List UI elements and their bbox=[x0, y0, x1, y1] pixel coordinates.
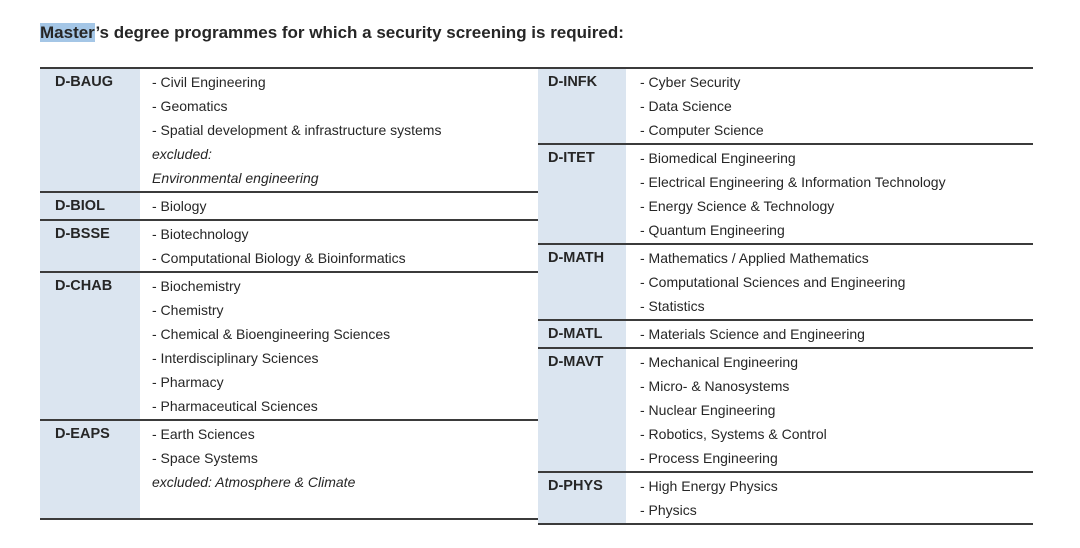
department-group bbox=[40, 193, 538, 221]
programme-item: - Biomedical Engineering bbox=[640, 150, 796, 166]
department-code: D-CHAB bbox=[40, 273, 140, 419]
programme-table-left bbox=[40, 67, 538, 520]
programme-item: Environmental engineering bbox=[152, 170, 319, 186]
programme-item: - Geomatics bbox=[152, 98, 228, 114]
programme-item: - Space Systems bbox=[152, 450, 258, 466]
programme-item: - Cyber Security bbox=[640, 74, 741, 90]
department-code: D-PHYS bbox=[538, 473, 626, 523]
programme-item: - Biochemistry bbox=[152, 278, 241, 294]
programme-list bbox=[626, 245, 1033, 319]
programme-item: - High Energy Physics bbox=[640, 478, 778, 494]
programme-item: - Energy Science & Technology bbox=[640, 198, 835, 214]
programme-list bbox=[140, 421, 538, 518]
programme-list bbox=[626, 145, 1033, 243]
department-code: D-INFK bbox=[538, 69, 626, 143]
programme-item: - Computer Science bbox=[640, 122, 764, 138]
programme-item: - Chemistry bbox=[152, 302, 224, 318]
programme-item: - Physics bbox=[640, 502, 697, 518]
programme-item: - Chemical & Bioengineering Sciences bbox=[152, 326, 391, 342]
programme-item: - Pharmaceutical Sciences bbox=[152, 398, 318, 414]
department-code: D-EAPS bbox=[40, 421, 140, 518]
programme-item: - Computational Sciences and Engineering bbox=[640, 274, 906, 290]
programme-list bbox=[626, 473, 1033, 523]
tables-container bbox=[40, 67, 1033, 525]
department-group bbox=[538, 321, 1033, 349]
programme-item: - Spatial development & infrastructure systems bbox=[152, 122, 442, 138]
department-group bbox=[538, 245, 1033, 321]
programme-item: - Data Science bbox=[640, 98, 732, 114]
programme-list bbox=[626, 69, 1033, 143]
programme-list bbox=[626, 321, 1033, 347]
programme-item: - Electrical Engineering & Information Technology bbox=[640, 174, 946, 190]
programme-item: - Earth Sciences bbox=[152, 426, 255, 442]
programme-item: - Biotechnology bbox=[152, 226, 249, 242]
page-title bbox=[40, 22, 1033, 44]
department-group bbox=[538, 69, 1033, 145]
department-group bbox=[40, 221, 538, 273]
department-group bbox=[538, 349, 1033, 473]
programme-item: - Quantum Engineering bbox=[640, 222, 785, 238]
department-code: D-MATH bbox=[538, 245, 626, 319]
programme-item: - Computational Biology & Bioinformatics bbox=[152, 250, 406, 266]
department-group bbox=[538, 145, 1033, 245]
programme-table-right bbox=[538, 67, 1033, 525]
page-title-rest: ’s degree programmes for which a security screening is required: bbox=[95, 23, 624, 42]
programme-list bbox=[626, 349, 1033, 471]
department-code: D-BSSE bbox=[40, 221, 140, 271]
department-code: D-BIOL bbox=[40, 193, 140, 219]
department-group bbox=[40, 421, 538, 520]
programme-item: - Mechanical Engineering bbox=[640, 354, 798, 370]
programme-item: excluded: Atmosphere & Climate bbox=[152, 474, 356, 490]
programme-item: - Pharmacy bbox=[152, 374, 224, 390]
programme-list bbox=[140, 221, 538, 271]
programme-item: - Robotics, Systems & Control bbox=[640, 426, 827, 442]
programme-list bbox=[140, 193, 538, 219]
department-group bbox=[538, 473, 1033, 525]
programme-item: - Materials Science and Engineering bbox=[640, 326, 865, 342]
department-group bbox=[40, 69, 538, 193]
programme-list bbox=[140, 273, 538, 419]
department-code: D-MAVT bbox=[538, 349, 626, 471]
programme-item: - Micro- & Nanosystems bbox=[640, 378, 790, 394]
department-code: D-BAUG bbox=[40, 69, 140, 191]
programme-item: - Nuclear Engineering bbox=[640, 402, 776, 418]
programme-list bbox=[140, 69, 538, 191]
programme-item: excluded: bbox=[152, 146, 212, 162]
programme-item: - Biology bbox=[152, 198, 207, 214]
department-group bbox=[40, 273, 538, 421]
programme-item: - Civil Engineering bbox=[152, 74, 266, 90]
programme-item: - Process Engineering bbox=[640, 450, 778, 466]
programme-item: - Interdisciplinary Sciences bbox=[152, 350, 319, 366]
programme-item: - Statistics bbox=[640, 298, 705, 314]
department-code: D-MATL bbox=[538, 321, 626, 347]
department-code: D-ITET bbox=[538, 145, 626, 243]
search-highlight: Master bbox=[40, 23, 96, 42]
programme-item: - Mathematics / Applied Mathematics bbox=[640, 250, 869, 266]
